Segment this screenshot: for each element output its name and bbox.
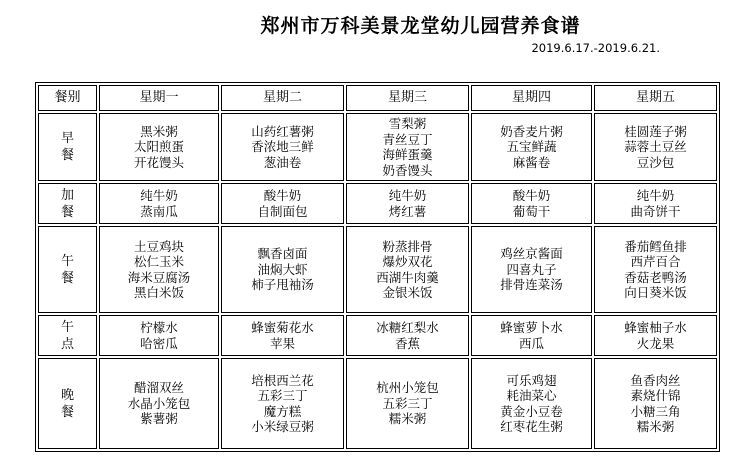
menu-cell: 纯牛奶 烤红薯 [346,183,469,224]
menu-table-body [38,113,717,449]
meal-label: 早 餐 [38,113,97,181]
meal-label: 午 点 [38,315,97,356]
day-header-1: 星期一 [99,85,219,111]
menu-cell: 雪梨粥 青丝豆丁 海鲜蛋羹 奶香馒头 [346,113,469,181]
menu-cell: 培根西兰花 五彩三丁 魔方糕 小米绿豆粥 [221,358,344,449]
table-row [38,113,717,181]
menu-cell: 番茄鳕鱼排 西芹百合 香菇老鸭汤 向日葵米饭 [594,226,717,313]
day-header-5: 星期五 [594,85,717,111]
date-range: 2019.6.17.-2019.6.21. [531,41,660,55]
day-header-2: 星期二 [221,85,344,111]
menu-cell: 可乐鸡翅 耗油菜心 黄金小豆卷 红枣花生粥 [471,358,592,449]
menu-cell: 蜂蜜菊花水 苹果 [221,315,344,356]
menu-table [35,82,720,452]
menu-cell: 飘香卤面 油焖大虾 柿子甩袖汤 [221,226,344,313]
menu-cell: 黑米粥 太阳煎蛋 开花馒头 [99,113,219,181]
menu-cell: 桂圆莲子粥 蒜蓉土豆丝 豆沙包 [594,113,717,181]
menu-cell: 粉蒸排骨 爆炒双花 西湖牛肉羹 金银米饭 [346,226,469,313]
table-row [38,226,717,313]
menu-cell: 酸牛奶 葡萄干 [471,183,592,224]
day-header-3: 星期三 [346,85,469,111]
table-row [38,315,717,356]
meal-label: 加 餐 [38,183,97,224]
table-row [38,183,717,224]
menu-cell: 酸牛奶 自制面包 [221,183,344,224]
menu-table-head [38,85,717,111]
corner-header: 餐别 [38,85,97,111]
menu-cell: 纯牛奶 曲奇饼干 [594,183,717,224]
menu-cell: 冰糖红梨水 香蕉 [346,315,469,356]
page-title: 郑州市万科美景龙堂幼儿园营养食谱 [260,15,581,37]
menu-cell: 土豆鸡块 松仁玉米 海米豆腐汤 黑白米饭 [99,226,219,313]
menu-cell: 醋溜双丝 水晶小笼包 紫薯粥 [99,358,219,449]
menu-cell: 蜂蜜萝卜水 西瓜 [471,315,592,356]
header-row [38,85,717,111]
page-header [0,0,751,55]
menu-cell: 柠檬水 哈密瓜 [99,315,219,356]
table-row [38,358,717,449]
menu-cell: 纯牛奶 蒸南瓜 [99,183,219,224]
menu-cell: 鸡丝京酱面 四喜丸子 排骨连菜汤 [471,226,592,313]
menu-cell: 蜂蜜柚子水 火龙果 [594,315,717,356]
menu-cell: 杭州小笼包 五彩三丁 糯米粥 [346,358,469,449]
day-header-4: 星期四 [471,85,592,111]
meal-label: 晚 餐 [38,358,97,449]
meal-label: 午 餐 [38,226,97,313]
menu-cell: 鱼香肉丝 素烧什锦 小糖三角 糯米粥 [594,358,717,449]
menu-cell: 山药红薯粥 香浓地三鲜 葱油卷 [221,113,344,181]
menu-cell: 奶香麦片粥 五宝鲜蔬 麻酱卷 [471,113,592,181]
